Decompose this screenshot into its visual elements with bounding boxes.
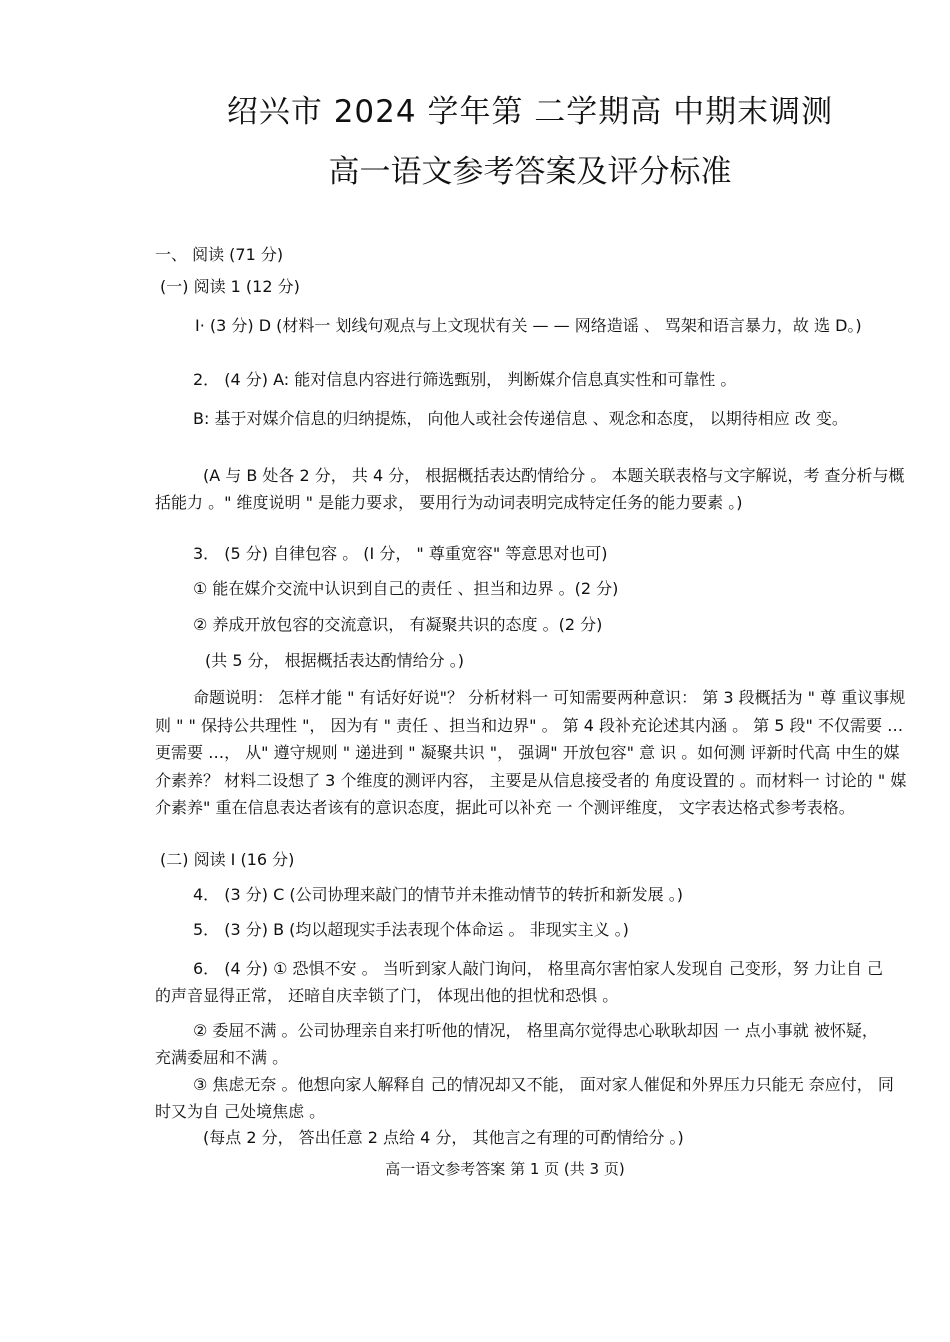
answer-q3-point-1: ① 能在媒介交流中认识到自己的责任 、担当和边界 。(2 分) bbox=[193, 579, 619, 598]
document-title: 绍兴市 2024 学年第 二学期高 中期末调测 bbox=[226, 94, 834, 130]
answer-q6-note: (每点 2 分， 答出任意 2 点给 4 分， 其他言之有理的可酌情给分 。) bbox=[203, 1128, 684, 1147]
answer-q3-point-2: ② 养成开放包容的交流意识， 有凝聚共识的态度 。(2 分) bbox=[193, 615, 603, 634]
answer-q6-point-3: ③ 焦虑无奈 。他想向家人解释自 己的情况却又不能， 面对家人催促和外界压力只能无 奈应付， 同时又为自 己处境焦虑 。 bbox=[155, 1075, 894, 1121]
design-explanation: 命题说明： 怎样才能 " 有话好好说"？ 分析材料一 可知需要两种意识： 第 3 段概括为 " 尊 重议事规则 " " 保持公共理性 "， 因为有 " 责任 、担当和边界" 。 第 4 段补充论述其内涵 。 第 5 段" 不仅需要 … 更需要 …， 从" 遵守规则 " 递进到 " 凝聚共识 "， 强调" 开放包容" 意 识 。如何测 评新时代高 中生的媒介素养？ 材料二设想了 3 个维度的测评内容， 主要是从信息接受者的 角度设置的 。而材料一 讨论的 " 媒介素养" 重在信息表达者该有的意识态度，据此可以补充 一 个测评维度， 文字表达格式参考表格。 bbox=[155, 688, 907, 817]
answer-q6-point-2: ② 委屈不满 。公司协理亲自来打听他的情况， 格里高尔觉得忠心耿耿却因 一 点小事就 被怀疑， 充满委屈和不满 。 bbox=[155, 1021, 878, 1067]
section-heading-reading: 一、 阅读 (71 分) bbox=[155, 245, 284, 264]
answer-q2-a: 2． (4 分) A: 能对信息内容进行筛选甄别， 判断媒介信息真实性和可靠性 。 bbox=[193, 370, 737, 389]
answer-q4: 4． (3 分) C (公司协理来敲门的情节并未推动情节的转折和新发展 。) bbox=[193, 885, 683, 904]
page-footer: 高一语文参考答案 第 1 页 (共 3 页) bbox=[385, 1160, 625, 1178]
answer-q6: 6． (4 分) ① 恐惧不安 。 当听到家人敲门询问， 格里高尔害怕家人发现自 己变形，努 力让自 己的声音显得正常， 还暗自庆幸锁了门， 体现出他的担忧和恐惧 。 bbox=[155, 959, 884, 1005]
answer-q3: 3． (5 分) 自律包容 。 (I 分， " 尊重宽容" 等意思对也可) bbox=[193, 544, 608, 563]
answer-q1: I· (3 分) D (材料一 划线句观点与上文现状有关 — — 网络造谣 、 骂架和语言暴力，故 选 D。) bbox=[195, 316, 862, 335]
subsection-heading-reading-2: (二) 阅读 I (16 分) bbox=[160, 850, 295, 869]
answer-q3-note: (共 5 分， 根据概括表达酌情给分 。) bbox=[205, 651, 465, 670]
answer-q2-b: B: 基于对媒介信息的归纳提炼， 向他人或社会传递信息 、观念和态度， 以期待相应 改 变。 bbox=[193, 409, 848, 428]
answer-q5: 5． (3 分) B (均以超现实手法表现个体命运 。 非现实主义 。) bbox=[193, 920, 629, 939]
subsection-heading-reading-1: (一) 阅读 1 (12 分) bbox=[160, 277, 300, 296]
document-subtitle: 高一语文参考答案及评分标准 bbox=[328, 154, 732, 190]
answer-q2-note: (A 与 B 处各 2 分， 共 4 分， 根据概括表达酌情给分 。 本题关联表格与文字解说，考 查分析与概括能力 。" 维度说明 " 是能力要求， 要用行为动词表明完成特定任务的能力要素 。) bbox=[155, 466, 905, 512]
